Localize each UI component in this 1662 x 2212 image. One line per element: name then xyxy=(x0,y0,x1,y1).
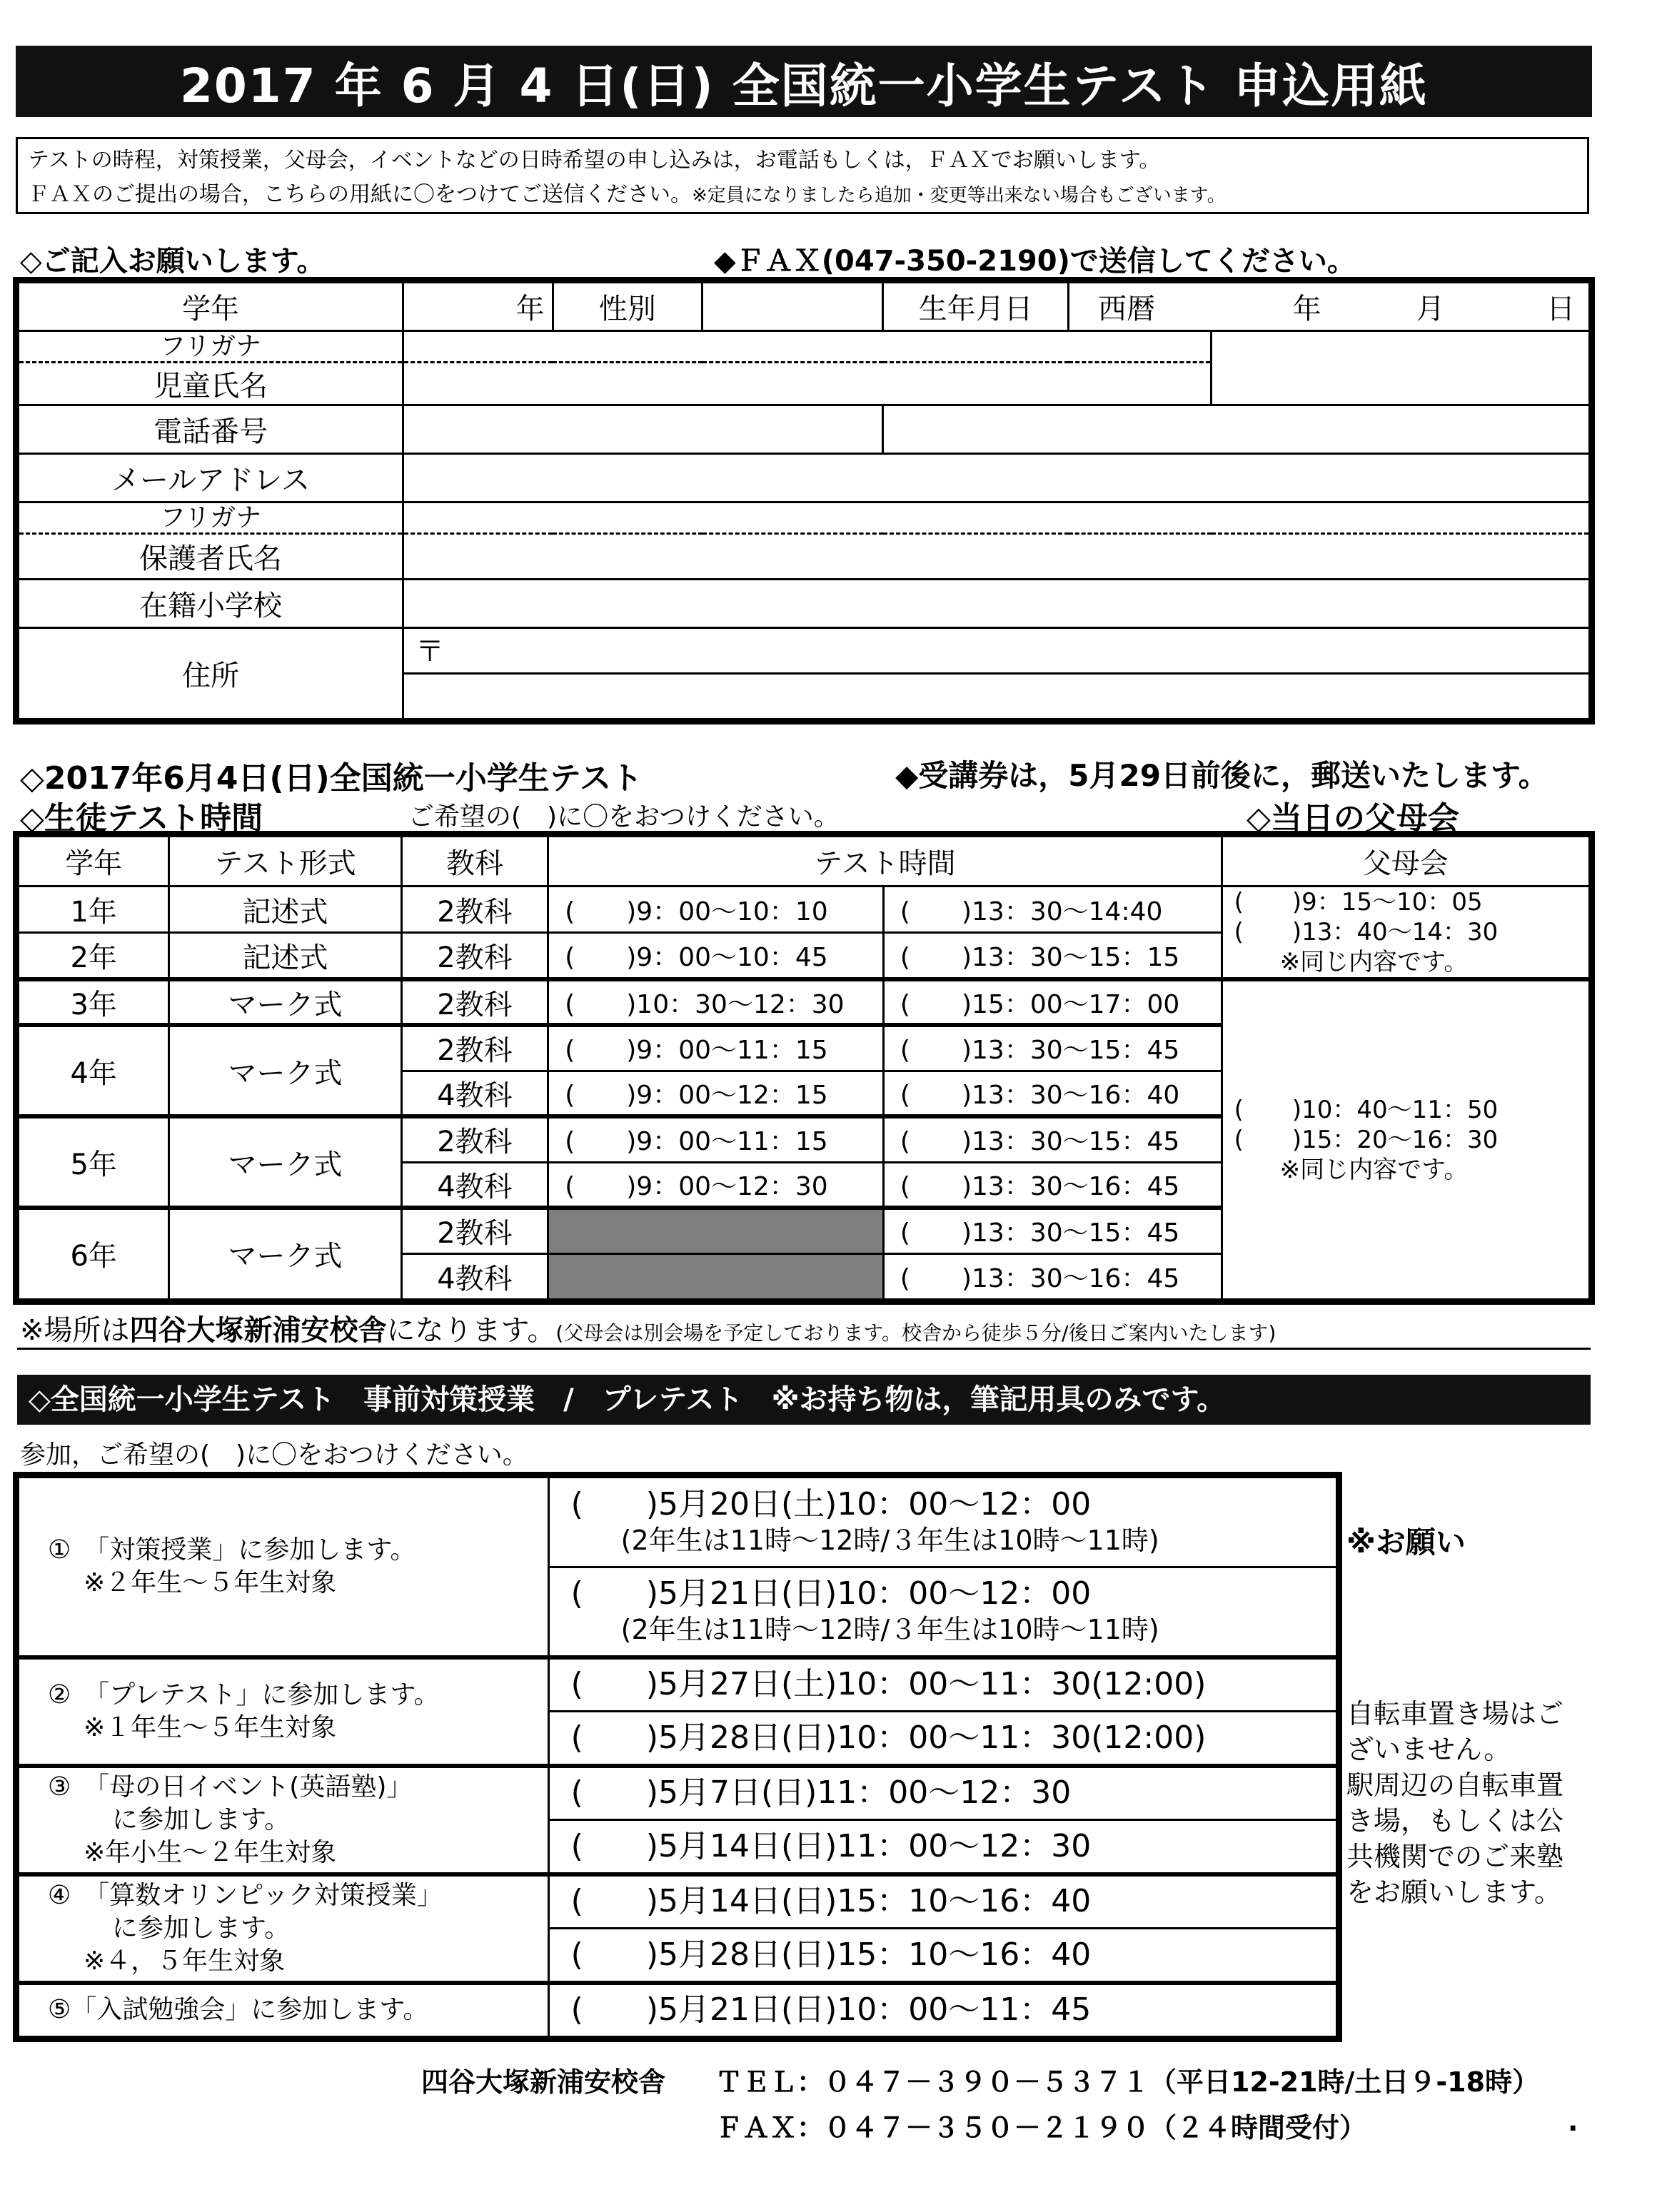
grade-cell: 6年 xyxy=(19,1208,169,1299)
format-cell: マーク式 xyxy=(169,1116,401,1208)
fax-heading: ◆ＦＡＸ(047-350-2190)で送信してください。 xyxy=(714,245,1356,278)
subject-cell: 4教科 xyxy=(401,1253,548,1299)
unavailable-slot xyxy=(548,1253,884,1299)
subject-cell: 4教科 xyxy=(401,1162,548,1208)
prep-group-4 xyxy=(19,1874,549,1983)
parent-meeting-note: ※同じ内容です。 xyxy=(1279,948,1469,976)
prep-slot[interactable]: ( )5月14日(日)11：00〜12：30 xyxy=(548,1820,1336,1874)
prep-group-target: ※１年生〜５年生対象 xyxy=(84,1712,337,1742)
divider xyxy=(17,1348,1591,1350)
prep-group-target: ※２年生〜５年生対象 xyxy=(84,1567,337,1597)
prep-group-title: ③ 「母の日イベント(英語塾)」 xyxy=(48,1772,413,1802)
footer-dot: . xyxy=(1568,2106,1578,2137)
format-cell: マーク式 xyxy=(169,1208,401,1299)
prep-group-title: ④ 「算数オリンピック対策授業」 xyxy=(48,1880,443,1910)
prep-slot-note: (2年生は11時〜12時/３年生は10時〜11時) xyxy=(620,1524,1159,1556)
prep-slot-note: (2年生は11時〜12時/３年生は10時〜11時) xyxy=(620,1613,1159,1645)
request-line: き場，もしくは公 xyxy=(1346,1805,1564,1837)
parent-meeting-note: ※同じ内容です。 xyxy=(1279,1155,1469,1184)
child-furigana-input[interactable] xyxy=(403,331,1212,363)
school-label: 在籍小学校 xyxy=(19,580,403,628)
subject-cell: 2教科 xyxy=(401,1116,548,1162)
grade-cell: 3年 xyxy=(19,979,169,1025)
subject-cell: 2教科 xyxy=(401,979,548,1025)
address-label: 住所 xyxy=(19,628,403,719)
prep-group-title: ② 「プレテスト」に参加します。 xyxy=(48,1680,440,1709)
gender-label: 性別 xyxy=(553,283,702,331)
request-line: をお願いします。 xyxy=(1346,1877,1561,1908)
request-body xyxy=(1346,1696,1563,1910)
col-header-subject: 教科 xyxy=(401,837,548,887)
prep-slot[interactable]: ( )5月27日(土)10：00〜11：30(12:00) xyxy=(548,1657,1336,1712)
location-detail: (父母会は別会場を予定しております。校舎から徒歩５分/後日ご案内いたします) xyxy=(555,1321,1276,1345)
ticket-heading: ◆受講券は，5月29日前後に，郵送いたします。 xyxy=(895,758,1548,793)
guardian-name-label: 保護者氏名 xyxy=(19,534,403,580)
test-time-table xyxy=(17,835,1591,1301)
form-heading: ◇ご記入お願いします。 xyxy=(20,245,326,278)
grade-cell: 2年 xyxy=(19,933,169,979)
prep-group-title: ⑤「入試勉強会」に参加します。 xyxy=(48,1995,429,2025)
request-title: ※お願い xyxy=(1346,1525,1466,1560)
child-name-input[interactable] xyxy=(403,363,1212,405)
prep-slot[interactable] xyxy=(548,1567,1336,1657)
grade-label: 学年 xyxy=(19,283,403,331)
request-line: 駅周辺の自転車置 xyxy=(1346,1769,1564,1801)
school-input[interactable] xyxy=(403,580,1590,628)
format-cell: マーク式 xyxy=(169,1025,401,1116)
prep-slot[interactable]: ( )5月21日(日)10：00〜11：45 xyxy=(548,1983,1336,2037)
gender-input[interactable] xyxy=(702,283,883,331)
format-cell: 記述式 xyxy=(169,933,401,979)
grade-input[interactable] xyxy=(403,283,553,331)
address-input[interactable] xyxy=(403,674,1590,719)
prep-slot[interactable]: ( )5月28日(日)15：10〜16：40 xyxy=(548,1929,1336,1983)
parent-meeting-b xyxy=(1222,979,1589,1299)
phone-label: 電話番号 xyxy=(19,405,403,454)
birth-month-unit: 月 xyxy=(1416,293,1445,325)
pm-slot[interactable]: ( )13：30〜16：45 xyxy=(883,1162,1222,1208)
am-slot[interactable]: ( )9：00〜10：10 xyxy=(548,887,884,933)
location-suffix: になります。 xyxy=(386,1314,556,1347)
notice-line-2b: ※定員になりましたら追加・変更等出来ない場合もございます。 xyxy=(692,185,1226,206)
footer-tel: ＴＥＬ：０４７－３９０－５３７１（平日12-21時/土日９-18時） xyxy=(715,2066,1540,2098)
location-prefix: ※場所は xyxy=(20,1314,130,1347)
birth-year-unit: 年 xyxy=(1292,293,1321,325)
subject-cell: 2教科 xyxy=(401,1208,548,1253)
am-slot[interactable]: ( )9：00〜12：30 xyxy=(548,1162,884,1208)
pm-slot[interactable]: ( )13：30〜15：15 xyxy=(883,933,1222,979)
grade-unit: 年 xyxy=(515,293,545,325)
col-header-parent-meeting: 父母会 xyxy=(1222,837,1589,887)
parent-meeting-slot[interactable]: ( )10：40〜11：50 xyxy=(1234,1095,1499,1124)
col-header-format: テスト形式 xyxy=(169,837,401,887)
subject-cell: 2教科 xyxy=(401,1025,548,1071)
pm-slot[interactable]: ( )13：30〜15：45 xyxy=(883,1025,1222,1071)
col-header-grade: 学年 xyxy=(19,837,169,887)
prep-table xyxy=(17,1476,1338,2038)
phone-input-1[interactable] xyxy=(403,405,883,454)
footer-school: 四谷大塚新浦安校舎 xyxy=(421,2066,666,2098)
request-line: 自転車置き場はご xyxy=(1346,1698,1564,1729)
child-photo-box[interactable] xyxy=(1212,331,1590,405)
test-time-hint: ご希望の( )に〇をおつけください。 xyxy=(408,802,840,832)
page-title: 2017 年 6 月 4 日(日) 全国統一小学生テスト 申込用紙 xyxy=(16,46,1592,117)
guardian-furigana-label: フリガナ xyxy=(19,503,403,534)
subject-cell: 2教科 xyxy=(401,933,548,979)
location-name: 四谷大塚新浦安校舎 xyxy=(129,1314,387,1347)
phone-input-2[interactable] xyxy=(883,405,1590,454)
birthdate-label: 生年月日 xyxy=(883,283,1069,331)
am-slot[interactable]: ( )9：00〜12：15 xyxy=(548,1071,884,1116)
unavailable-slot xyxy=(548,1208,884,1253)
pm-slot[interactable]: ( )13：30〜15：45 xyxy=(883,1116,1222,1162)
email-label: メールアドレス xyxy=(19,454,403,503)
subject-cell: 2教科 xyxy=(401,887,548,933)
test-time-heading: ◇生徒テスト時間 xyxy=(20,800,263,837)
guardian-name-input[interactable] xyxy=(403,534,1590,580)
prep-slot[interactable]: ( )5月14日(日)15：10〜16：40 xyxy=(548,1874,1336,1929)
pm-slot[interactable]: ( )15：00〜17：00 xyxy=(883,979,1222,1025)
location-note xyxy=(20,1308,1276,1348)
parent-meeting-slot[interactable]: ( )9：15〜10：05 xyxy=(1234,888,1483,916)
prep-group-1 xyxy=(19,1478,549,1657)
footer-fax: ＦＡＸ：０４７－３５０－２１９０（２４時間受付） xyxy=(715,2112,1367,2143)
birthdate-input[interactable] xyxy=(1069,283,1590,331)
parent-meeting-a xyxy=(1222,887,1589,980)
prep-hint: 参加，ご希望の( )に〇をおつけください。 xyxy=(20,1440,528,1470)
prep-group-target: ※４，５年生対象 xyxy=(84,1946,286,1976)
prep-slot[interactable] xyxy=(548,1478,1336,1567)
prep-slot[interactable]: ( )5月28日(日)10：00〜11：30(12:00) xyxy=(548,1712,1336,1766)
pm-slot[interactable]: ( )13：30〜16：45 xyxy=(883,1253,1222,1299)
prep-group-3 xyxy=(19,1766,549,1874)
postal-mark: 〒 xyxy=(416,635,445,668)
am-slot[interactable]: ( )9：00〜11：15 xyxy=(548,1116,884,1162)
postal-input[interactable] xyxy=(403,628,1590,674)
parent-meeting-slot[interactable]: ( )15：20〜16：30 xyxy=(1234,1125,1499,1154)
guardian-furigana-input[interactable] xyxy=(403,503,1590,534)
prep-group-title-2: に参加します。 xyxy=(112,1804,291,1834)
col-header-test-time: テスト時間 xyxy=(548,837,1222,887)
pm-slot[interactable]: ( )13：30〜14:40 xyxy=(883,887,1222,933)
prep-slot[interactable]: ( )5月7日(日)11：00〜12：30 xyxy=(548,1766,1336,1820)
prep-group-title: ① 「対策授業」に参加します。 xyxy=(48,1535,416,1565)
birth-day-unit: 日 xyxy=(1546,293,1576,325)
request-line: ざいません。 xyxy=(1346,1734,1511,1765)
am-slot[interactable]: ( )9：00〜10：45 xyxy=(548,933,884,979)
prep-slot-date: ( )5月20日(土)10：00〜12：00 xyxy=(570,1485,1092,1522)
child-name-label: 児童氏名 xyxy=(19,363,403,405)
grade-cell: 5年 xyxy=(19,1116,169,1208)
prep-group-target: ※年小生〜２年生対象 xyxy=(84,1837,337,1867)
prep-group-2 xyxy=(19,1657,549,1766)
pm-slot[interactable]: ( )13：30〜16：40 xyxy=(883,1071,1222,1116)
prep-group-5 xyxy=(19,1983,549,2037)
seireki-label: 西暦 xyxy=(1098,293,1156,325)
am-slot[interactable]: ( )10：30〜12：30 xyxy=(548,979,884,1025)
subject-cell: 4教科 xyxy=(401,1071,548,1116)
email-input[interactable] xyxy=(403,454,1590,503)
prep-group-title-2: に参加します。 xyxy=(112,1913,291,1943)
format-cell: マーク式 xyxy=(169,979,401,1025)
grade-cell: 4年 xyxy=(19,1025,169,1116)
prep-section-bar: ◇全国統一小学生テスト 事前対策授業 / プレテスト ※お持ち物は，筆記用具のみです。 xyxy=(17,1375,1591,1425)
child-furigana-label: フリガナ xyxy=(19,331,403,363)
parent-meeting-heading: ◇当日の父母会 xyxy=(1246,800,1459,837)
parent-meeting-slot[interactable]: ( )13：40〜14：30 xyxy=(1234,918,1499,946)
pm-slot[interactable]: ( )13：30〜15：45 xyxy=(883,1208,1222,1253)
entry-form-table xyxy=(17,281,1591,720)
prep-slot-date: ( )5月21日(日)10：00〜12：00 xyxy=(570,1575,1092,1612)
notice-line-2 xyxy=(28,178,1577,213)
request-line: 共機関でのご来塾 xyxy=(1346,1841,1564,1872)
notice-line-2a: ＦＡＸのご提出の場合，こちらの用紙に〇をつけてご送信ください。 xyxy=(28,182,692,207)
format-cell: 記述式 xyxy=(169,887,401,933)
am-slot[interactable]: ( )9：00〜11：15 xyxy=(548,1025,884,1071)
notice-box xyxy=(16,137,1589,214)
test-heading: ◇2017年6月4日(日)全国統一小学生テスト xyxy=(20,760,643,797)
notice-line-1: テストの時程，対策授業，父母会，イベントなどの日時希望の申し込みは，お電話もしくは，ＦＡＸでお願いします。 xyxy=(28,148,1161,173)
grade-cell: 1年 xyxy=(19,887,169,933)
